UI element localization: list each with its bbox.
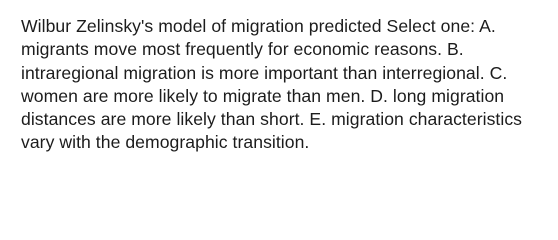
question-line-6: vary with the demographic transition.	[21, 132, 310, 153]
question-line-4: women are more likely to migrate than men. D. long migration	[21, 85, 505, 106]
question-line-3: intraregional migration is more important than interregional. C.	[21, 62, 508, 83]
question-line-2: migrants move most frequently for economic reasons. B.	[21, 39, 464, 60]
question-line-5: distances are more likely than short. E. migration characteristics	[21, 109, 523, 130]
question-text	[21, 15, 541, 155]
question-line-1: Wilbur Zelinsky's model of migration predicted Select one: A.	[21, 16, 496, 36]
